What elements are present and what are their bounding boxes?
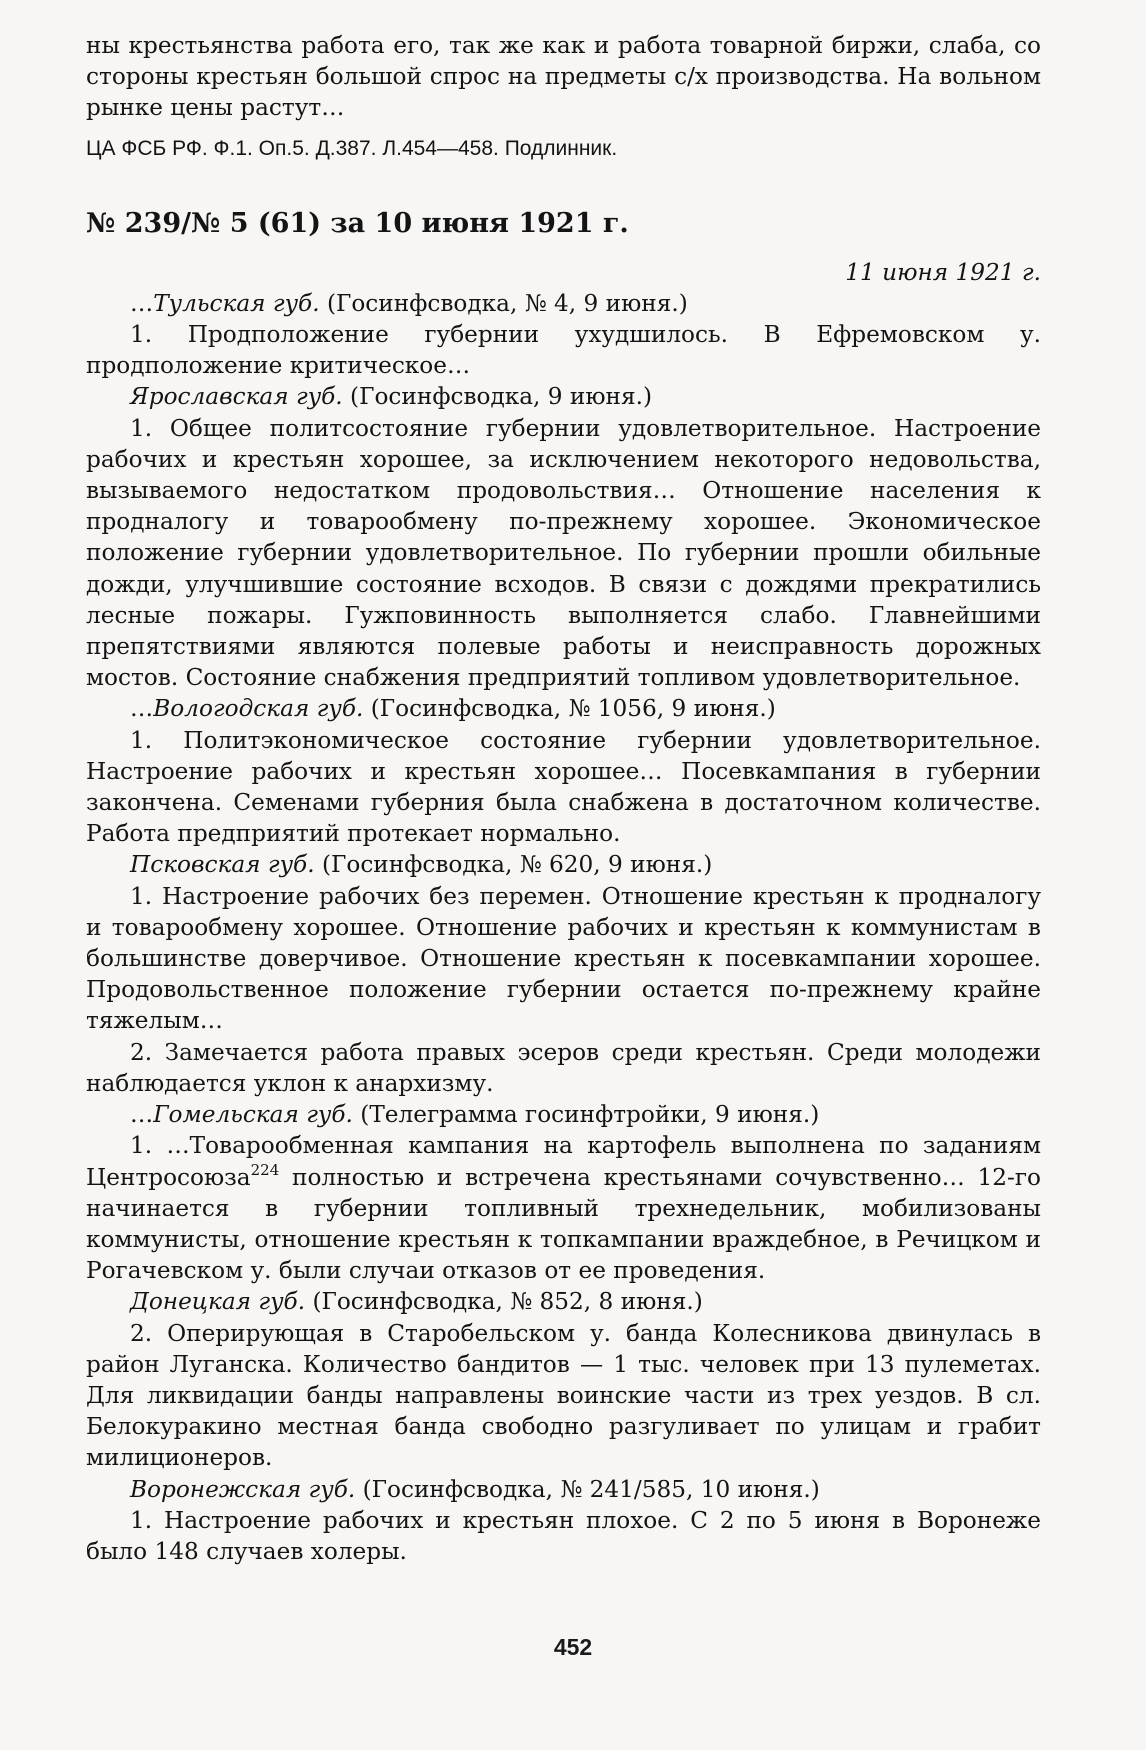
region-heading <box>86 693 1041 724</box>
ellipsis-prefix: … <box>130 289 154 317</box>
region-heading <box>86 1474 1041 1505</box>
region-heading <box>86 381 1041 412</box>
page-number: 452 <box>553 1634 593 1660</box>
report-paragraph: 2. Замечается работа правых эсеров среди крестьян. Среди молодежи наблюдается уклон к анархизму. <box>86 1038 1041 1097</box>
document-title: № 239/№ 5 (61) за 10 июня 1921 г. <box>86 207 629 239</box>
region-name: Донецкая губ. <box>130 1288 306 1316</box>
region-source: (Госинфсводка, № 241/585, 10 июня.) <box>355 1475 820 1503</box>
archive-reference: ЦА ФСБ РФ. Ф.1. Оп.5. Д.387. Л.454—458. Подлинник. <box>86 136 618 160</box>
region-name: Ярославская губ. <box>130 383 343 411</box>
region-name: Тульская губ. <box>153 289 320 317</box>
region-source: (Госинфсводка, 9 июня.) <box>342 383 653 411</box>
region-source: (Госинфсводка, № 4, 9 июня.) <box>319 289 688 317</box>
report-paragraph: 1. Продположение губернии ухудшилось. В Ефремовском у. продположение критическое… <box>86 321 1041 380</box>
region-source: (Госинфсводка, № 620, 9 июня.) <box>314 851 713 879</box>
report-paragraph: 1. Настроение рабочих без перемен. Отношение крестьян к продналогу и товарообмену хорошее. Отношение рабочих и крестьян к коммунистам в большинстве доверчивое. Отношение крестьян к посевкампании хорошее. Продовольственное положение губернии остается по-прежнему крайне тяжелым… <box>86 882 1041 1035</box>
region-name: Вологодская губ. <box>153 695 364 723</box>
region-heading <box>86 288 1041 319</box>
report-paragraph: 1. Общее политсостояние губернии удовлетворительное. Настроение рабочих и крестьян хорошее, за исключением некоторого недовольства, вызываемого недостатком продовольствия… Отношение населения к продналогу и товарообмену по-прежнему хорошее. Экономическое положение губернии удовлетворительное. По губернии прошли обильные дожди, улучшившие состояние всходов. В связи с дождями прекратились лесные пожары. Гужповинность выполняется слабо. Главнейшими препятствиями являются полевые работы и неисправность дорожных мостов. Состояние снабжения предприятий топливом удовлетворительное. <box>86 414 1041 692</box>
footnote-marker[interactable]: 224 <box>250 1160 280 1179</box>
report-paragraph: 1. Политэкономическое состояние губернии удовлетворительное. Настроение рабочих и крестьян хорошее… Посевкампания в губернии закончена. Семенами губерния была снабжена в достаточном количестве. Работа предприятий протекает нормально. <box>86 726 1041 848</box>
region-source: (Телеграмма госинфтройки, 9 июня.) <box>352 1101 820 1129</box>
region-heading <box>86 1286 1041 1317</box>
ellipsis-prefix: … <box>130 1101 154 1129</box>
intro-paragraph: ны крестьянства работа его, так же как и работа товарной биржи, слаба, со стороны крестьян большой спрос на предметы с/х производства. На вольном рынке цены растут… <box>86 32 1041 122</box>
region-heading <box>86 1099 1041 1130</box>
page-body <box>86 30 1041 1567</box>
paragraph-text: полностью и встречена крестьянами сочувственно… 12-го начинается в губернии топливный трехнедельник, мобилизованы коммунисты, отношение крестьян к топкампании враждебное, в Речицком и Рогачевском у. были случаи отказов от ее проведения. <box>86 1163 1041 1285</box>
region-heading <box>86 849 1041 880</box>
region-source: (Госинфсводка, № 1056, 9 июня.) <box>363 695 776 723</box>
report-paragraph <box>86 1130 1041 1286</box>
report-paragraph: 2. Оперирующая в Старобельском у. банда Колесникова двинулась в район Луганска. Количество бандитов — 1 тыс. человек при 13 пулеметах. Для ликвидации банды направлены воинские части из трех уездов. В сл. Белокуракино местная банда свободно разгуливает по улицам и грабит милиционеров. <box>86 1319 1041 1472</box>
paragraph-text: 1. …Товарообменная кампания на картофель выполнена по заданиям Центросоюза <box>86 1132 1041 1191</box>
report-paragraph: 1. Настроение рабочих и крестьян плохое. С 2 по 5 июня в Воронеже было 148 случаев холеры. <box>86 1506 1041 1565</box>
ellipsis-prefix: … <box>130 695 154 723</box>
region-name: Воронежская губ. <box>130 1475 356 1503</box>
document-date: 11 июня 1921 г. <box>845 258 1041 286</box>
region-name: Гомельская губ. <box>153 1101 353 1129</box>
region-name: Псковская губ. <box>130 851 315 879</box>
region-source: (Госинфсводка, № 852, 8 июня.) <box>305 1288 703 1316</box>
